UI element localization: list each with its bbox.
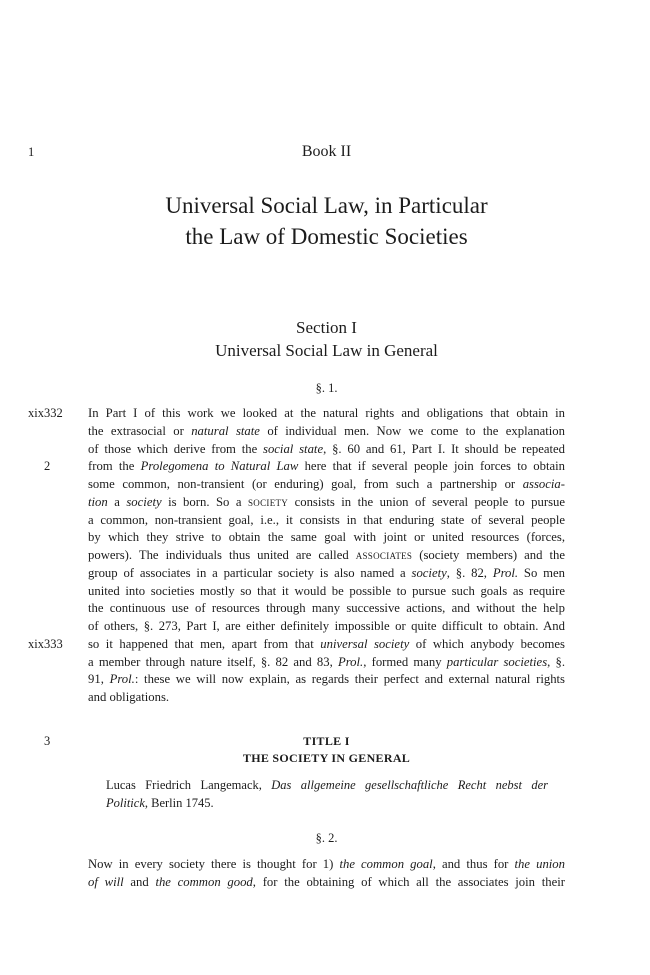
text-line: united into societies mostly so that it would be possible to pursue such goals as require <box>88 583 565 598</box>
text-line: In Part I of this work we looked at the natural rights and obligations that obtain in <box>88 406 565 420</box>
text-line: from the Prolegomena to Natural Law here that if several people join forces to obtain <box>88 459 565 474</box>
title-label: TITLE I <box>303 734 350 748</box>
paragraph-mark: §. 2. <box>315 831 338 845</box>
literature-reference <box>106 776 548 812</box>
text-line: group of associates in a particular society is also named a society, §. 82, Prol. So men <box>88 565 565 580</box>
margin-original-page: xix333 <box>28 637 63 651</box>
text-line: tion a society is born. So a society consists in the union of several people to pursue <box>88 494 565 509</box>
text-line: of will and the common good, for the obtaining of which all the associates join their <box>88 874 565 889</box>
margin-page-number: 3 <box>44 734 51 748</box>
text-line: of others, §. 273, Part I, are either definitely impossible or quite difficult to obtain. And <box>88 619 565 633</box>
paragraph-mark: §. 1. <box>315 381 338 395</box>
text-line: a member through nature itself, §. 82 and 83, Prol., formed many particular societies, §. <box>88 654 566 669</box>
text-line: so it happened that men, apart from that universal society of which anybody becomes <box>88 636 565 651</box>
text-line: some common, non-transient (or enduring) goal, from such a partnership or associa- <box>88 477 565 491</box>
section-label: Section I <box>296 318 357 337</box>
paragraph-body <box>88 856 565 892</box>
text-line: the continuous use of resources through many successive actions, and without the help <box>88 601 565 616</box>
text-line: Politick, Berlin 1745. <box>106 796 214 810</box>
book-title-line: Universal Social Law, in Particular <box>165 193 488 218</box>
text-line: powers). The individuals thus united are called associates (society members) and the <box>88 548 566 562</box>
text-line: a common, non-transient goal, i.e., it consists in that enduring state of several people <box>88 512 565 527</box>
book-label: Book II <box>301 143 352 160</box>
section-title: Universal Social Law in General <box>215 341 438 360</box>
text-line: of those which derive from the social state, §. 60 and 61, Part I. It should be repeated <box>88 441 565 456</box>
margin-page-number: 2 <box>44 459 51 473</box>
margin-page-number: 1 <box>28 145 35 159</box>
text-line: Lucas Friedrich Langemack, Das allgemeine gesellschaftliche Recht nebst der <box>106 778 549 792</box>
paragraph-body <box>88 405 565 707</box>
text-line: and obligations. <box>88 690 170 704</box>
margin-original-page: xix332 <box>28 406 63 420</box>
book-title-line: the Law of Domestic Societies <box>185 224 468 249</box>
book-title <box>88 190 565 252</box>
text-line: Now in every society there is thought for 1) the common goal, and thus for the union <box>88 857 565 871</box>
text-line: 91, Prol.: these we will now explain, as regards their perfect and external natural rights <box>88 672 565 687</box>
text-line: the extrasocial or natural state of individual men. Now we come to the explanation <box>88 423 565 438</box>
text-line: by which they strive to obtain the same goal with joint or united resources (forces, <box>88 530 565 545</box>
title-name: THE SOCIETY IN GENERAL <box>242 751 411 765</box>
